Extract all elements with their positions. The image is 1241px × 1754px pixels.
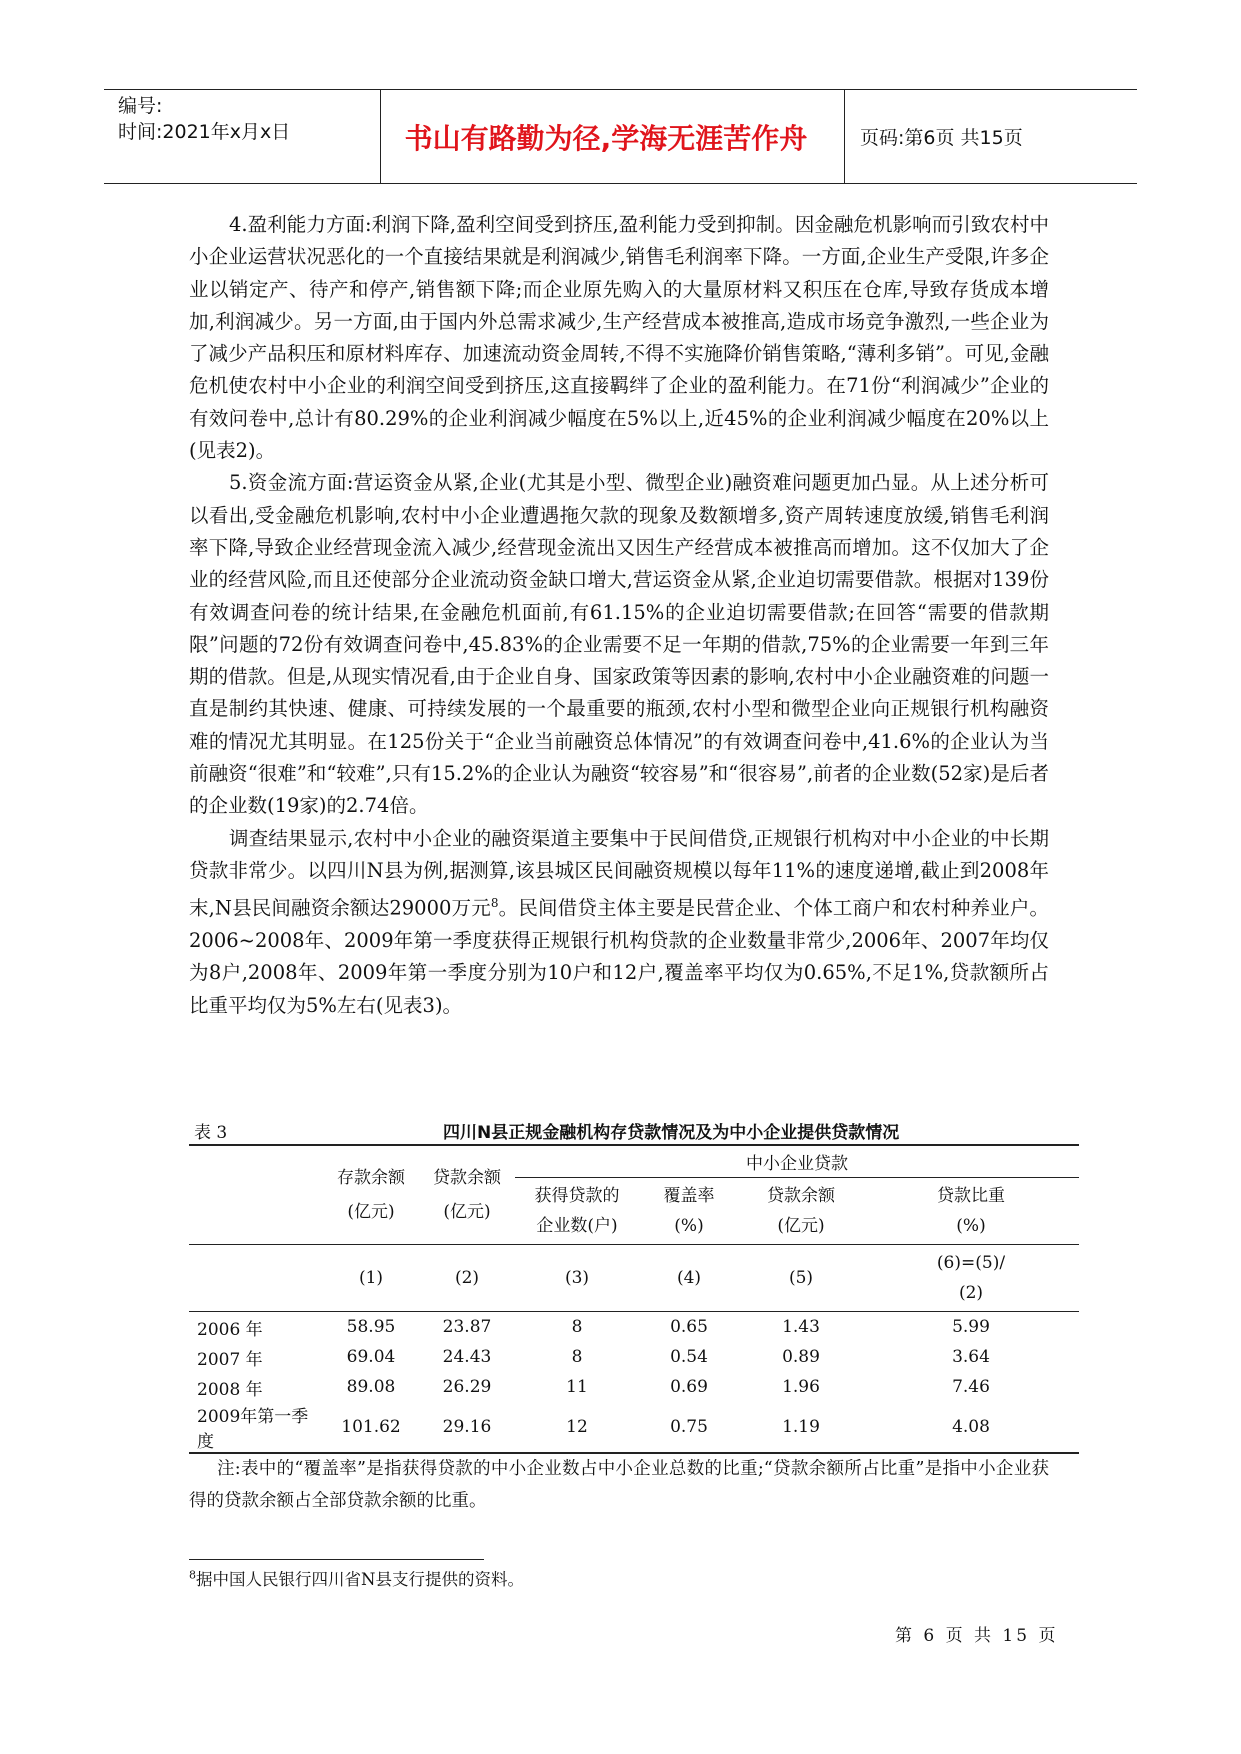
table-title: 四川N县正规金融机构存贷款情况及为中小企业提供贷款情况 xyxy=(443,1123,900,1143)
paragraph-survey-part2: 。民间借贷主体主要是民营企业、个体工商户和农村种养业户。2006~2008年、2009年第一季度获得正规银行机构贷款的企业数量非常少,2006年、2007年均仅为8户,2008年、2009年第一季度分别为10户和12户,覆盖率平均仅为0.65%,不足1%,贷款额所占比重平均仅为5%左右(见表3)。 xyxy=(189,896,1049,1017)
paragraph-survey-part1: 调查结果显示,农村中小企业的融资渠道主要集中于民间借贷,正规银行机构对中小企业的中长期贷款非常少。以四川N县为例,据测算,该县城区民间融资规模以每年11%的速度递增,截止到2008年末,N县民间融资余额达29000万元 xyxy=(189,826,1049,920)
header-meta xyxy=(104,90,381,183)
loan-table xyxy=(189,1144,1079,1454)
doc-number-label: 编号: xyxy=(118,95,163,117)
col-number: (2) xyxy=(454,1268,480,1288)
col-number: (4) xyxy=(676,1268,702,1288)
page-header xyxy=(104,89,1137,184)
paragraph-survey xyxy=(189,823,1049,1022)
paragraph-cashflow: 5.资金流方面:营运资金从紧,企业(尤其是小型、微型企业)融资难问题更加凸显。从上述分析可以看出,受金融危机影响,农村中小企业遭遇拖欠款的现象及数额增多,资产周转速度放缓,销售毛利润率下降,导致企业经营现金流入减少,经营现金流出又因生产经营成本被推高而增加。这不仅加大了企业的经营风险,而且还使部分企业流动资金缺口增大,营运资金从紧,企业迫切需要借款。根据对139份有效调查问卷的统计结果,在金融危机面前,有61.15%的企业迫切需要借款;在回答“需要的借款期限”问题的72份有效调查问卷中,45.83%的企业需要不足一年期的借款,75%的企业需要一年到三年期的借款。但是,从现实情况看,由于企业自身、国家政策等因素的影响,农村中小企业融资难的问题一直是制约其快速、健康、可持续发展的一个最重要的瓶颈,农村小型和微型企业向正规银行机构融资难的情况尤其明显。在125份关于“企业当前融资总体情况”的有效调查问卷中,41.6%的企业认为当前融资“很难”和“较难”,只有15.2%的企业认为融资“较容易”和“很容易”,前者的企业数(52家)是后者的企业数(19家)的2.74倍。 xyxy=(189,471,1049,818)
col-number: (1) xyxy=(358,1268,384,1288)
footnote-divider xyxy=(189,1559,484,1560)
header-page-label: 页码:第6页 共15页 xyxy=(860,127,1023,149)
header-motto: 书山有路勤为径,学海无涯苦作舟 xyxy=(368,90,845,183)
table-note: 注:表中的“覆盖率”是指获得贷款的中小企业数占中小企业总数的比重;“贷款余额所占比重”是指中小企业获得的贷款余额占全部贷款余额的比重。 xyxy=(189,1459,1049,1511)
footnote xyxy=(189,1566,524,1590)
table-row: 2009年第一季度 101.62 29.16 12 0.75 1.19 4.08 xyxy=(189,1402,1079,1453)
col-header-sme-loan-balance: 贷款余额 (亿元) xyxy=(767,1186,835,1236)
footnote-ref: 8 xyxy=(490,896,499,911)
footnote-number: 8 xyxy=(189,1568,196,1582)
table-label: 表 3 xyxy=(194,1123,228,1143)
group-header-sme-loans: 中小企业贷款 xyxy=(515,1145,1079,1178)
table-row: 2006 年 58.95 23.87 8 0.65 1.43 5.99 xyxy=(197,1317,990,1340)
col-number: (5) xyxy=(788,1268,814,1288)
col-header-coverage: 覆盖率 (%) xyxy=(663,1186,715,1236)
col-header-deposits: 存款余额 (亿元) xyxy=(337,1168,405,1222)
col-header-loan-share: 贷款比重 (%) xyxy=(937,1186,1005,1236)
body-text xyxy=(189,209,1049,1022)
footnote-text: 据中国人民银行四川省N县支行提供的资料。 xyxy=(196,1570,524,1589)
col-header-firms: 获得贷款的 企业数(户) xyxy=(534,1186,620,1236)
doc-time-label: 时间:2021年x月x日 xyxy=(118,121,291,143)
table-row: 2007 年 69.04 24.43 8 0.54 0.89 3.64 xyxy=(197,1347,990,1370)
col-number-formula: (6)=(5)/ (2) xyxy=(936,1253,1006,1303)
table-row: 2008 年 89.08 26.29 11 0.69 1.96 7.46 xyxy=(197,1377,990,1400)
col-number: (3) xyxy=(564,1268,590,1288)
col-header-loans: 贷款余额 (亿元) xyxy=(433,1168,501,1222)
paragraph-profitability: 4.盈利能力方面:利润下降,盈利空间受到挤压,盈利能力受到抑制。因金融危机影响而引致农村中小企业运营状况恶化的一个直接结果就是利润减少,销售毛利润率下降。一方面,企业生产受限,许多企业以销定产、待产和停产,销售额下降;而企业原先购入的大量原材料又积压在仓库,导致存货成本增加,利润减少。另一方面,由于国内外总需求减少,生产经营成本被推高,造成市场竞争激烈,一些企业为了减少产品积压和原材料库存、加速流动资金周转,不得不实施降价销售策略,“薄利多销”。可见,金融危机使农村中小企业的利润空间受到挤压,这直接羁绊了企业的盈利能力。在71份“利润减少”企业的有效问卷中,总计有80.29%的企业利润减少幅度在5%以上,近45%的企业利润减少幅度在20%以上(见表2)。 xyxy=(189,213,1049,463)
page-footer: 第 6 页 共 15 页 xyxy=(895,1626,1059,1646)
header-blank xyxy=(189,1145,323,1245)
